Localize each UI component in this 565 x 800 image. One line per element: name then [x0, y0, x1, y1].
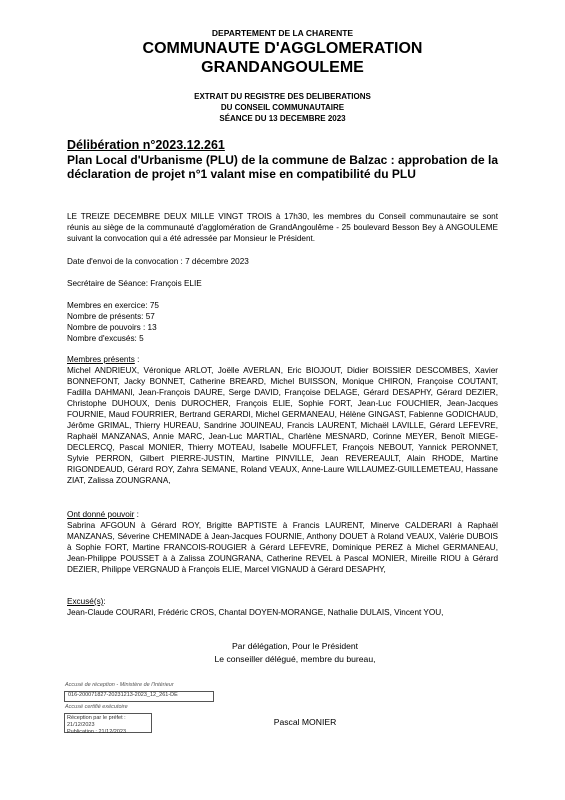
proxies-heading: [67, 509, 139, 520]
excused-heading-text: Excusé(s): [67, 597, 104, 606]
signatory-name: Pascal MONIER: [273, 717, 337, 727]
proxies-heading-colon: :: [134, 510, 139, 519]
extract-title-line2: DU CONSEIL COMMUNAUTAIRE: [220, 103, 345, 112]
signature-role: Le conseiller délégué, membre du bureau,: [214, 654, 376, 664]
session-date: SÉANCE DU 13 DECEMBRE 2023: [219, 114, 346, 123]
community-name-line1: COMMUNAUTE D'AGGLOMERATION: [142, 40, 423, 57]
members-in-office: Membres en exercice: 75: [67, 301, 159, 310]
stamp-id-box: [64, 691, 214, 702]
stamp-dates-box: [64, 713, 152, 733]
signature-block: [150, 640, 440, 666]
stamp-certified: Accusé certifié exécutoire: [65, 704, 128, 710]
member-counts: [67, 300, 159, 344]
proxies-heading-text: Ont donné pouvoir: [67, 510, 135, 519]
excused-count: Nombre d'excusés: 5: [67, 334, 144, 343]
stamp-publication-date: Publication : 21/12/2023: [67, 729, 127, 735]
department-heading: DEPARTEMENT DE LA CHARENTE: [211, 28, 354, 38]
community-name-line2: GRANDANGOULEME: [201, 59, 364, 76]
stamp-reception-date: Réception par le préfet : 21/12/2023: [67, 715, 126, 728]
stamp-caption: Accusé de réception - Ministère de l'Intérieur: [65, 682, 174, 688]
present-members-list: Michel ANDRIEUX, Véronique ARLOT, Joëlle AVERLAN, Eric BIOJOUT, Didier BOISSIER DESCOMBES, Xavier BONNEFONT, Jacky BONNET, Catherine BREARD, Michel BUISSON, Monique CHIRON, Françoise COUTANT, Fadilla DAHMANI, Jean-François DAURE, Serge DAVID, Françoise DELAGE, Gérard DESAPHY, Gérard DEZIER, Christophe DUHOUX, Denis DUROCHER, François ELIE, Sophie FORT, Jean-Luc FOUCHIER, Jean-Jacques FOURNIE, Maud FOURRIER, Bertrand GERARDI, Michel GERMANEAU, Hélène GINGAST, Fabienne GODICHAUD, Jérôme GRIMAL, Thierry HUREAU, Sandrine JOUINEAU, Francis LAURENT, Michaël LAVILLE, Gérard LEFEVRE, Raphaël MANZANAS, Annie MARC, Jean-Luc MARTIAL, Charlène MESNARD, Corinne MEYER, Benoît MIEGE-DECLERCQ, Pascal MONIER, Thierry MOTEAU, Isabelle MOUFFLET, François NEBOUT, Yannick PERONNET, Sylvie PERRON, Gilbert PIERRE-JUSTIN, Martine PINVILLE, Jean REVEREAULT, Alain RHODE, Martine RIGONDEAUD, Gérard ROY, Zahra SEMANE, Roland VEAUX, Anne-Laure WILLAUMEZ-GUILLEMETEAU, Hassane ZIAT, Zalissa ZOUNGRANA,: [67, 366, 498, 485]
signature-delegation: Par délégation, Pour le Président: [231, 641, 359, 651]
meeting-intro: LE TREIZE DECEMBRE DEUX MILLE VINGT TROIS à 17h30, les membres du Conseil communautaire se sont réunis au siège de la communauté d'agglomération de GrandAngoulême - 25 boulevard Besson Bey à ANGOULEME suivant la convocation qui a été adressée par Monsieur le Président.: [67, 212, 498, 243]
proxies-list: Sabrina AFGOUN à Gérard ROY, Brigitte BAPTISTE à Francis LAURENT, Minerve CALDERARI à Raphaël MANZANAS, Séverine CHEMINADE à Jean-Jacques FOURNIE, Anthony DOUET à Roland VEAUX, Valérie DUBOIS à Sophie FORT, Martine FRANCOIS-ROUGIER à Gérard LEFEVRE, Dominique PEREZ à Michel GERMANEAU, Jean-Philippe POUSSET à à Zalissa ZOUNGRANA, Catherine REVEL à Pascal MONIER, Mireille RIOU à Gérard DEZIER, Philippe VERGNAUD à François ELIE, Marcel VIGNAUD à Gérard DESAPHY,: [67, 521, 498, 574]
members-present-count: Nombre de présents: 57: [67, 312, 155, 321]
extract-title-line1: EXTRAIT DU REGISTRE DES DELIBERATIONS: [194, 92, 371, 101]
present-members-heading-colon: :: [134, 355, 140, 364]
session-secretary: Secrétaire de Séance: François ELIE: [67, 279, 202, 288]
present-members-heading-text: Membres présents: [67, 355, 135, 364]
stamp-id: 016-200071827-20231213-2023_12_261-DE: [68, 692, 178, 698]
excused-heading: [67, 596, 106, 607]
proxies-count: Nombre de pouvoirs : 13: [67, 323, 157, 332]
excused-heading-colon: :: [103, 597, 106, 606]
excused-list: Jean-Claude COURARI, Frédéric CROS, Chantal DOYEN-MORANGE, Nathalie DULAIS, Vincent YOU,: [67, 608, 444, 617]
deliberation-subject: Plan Local d'Urbanisme (PLU) de la commune de Balzac : approbation de la déclaration de projet n°1 valant mise en compatibilité du PLU: [67, 153, 498, 181]
deliberation-number: Délibération n°2023.12.261: [67, 138, 225, 152]
present-members-heading: [67, 354, 139, 365]
convocation-date: Date d'envoi de la convocation : 7 décembre 2023: [67, 257, 249, 266]
